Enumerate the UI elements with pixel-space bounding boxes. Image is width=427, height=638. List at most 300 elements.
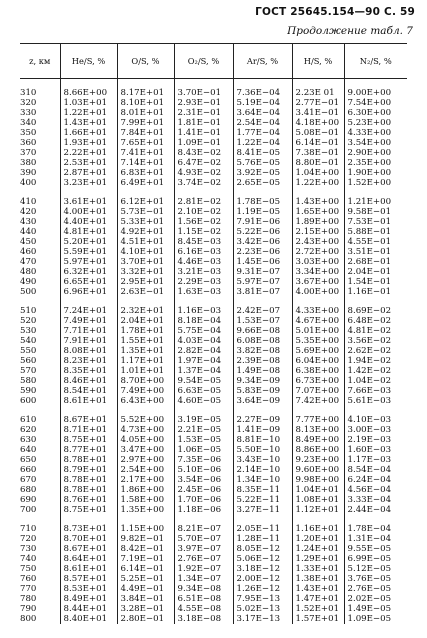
cell-n2: 2.04E−01 (344, 267, 407, 277)
col-header-o: O/S, % (117, 44, 174, 79)
table-row (20, 316, 407, 326)
cell-he: 8.76E+01 (60, 495, 117, 505)
cell-o2: 3.97E−07 (174, 544, 233, 554)
cell-he: 6.32E+01 (60, 267, 117, 277)
cell-h: 3.34E+00 (292, 267, 344, 277)
cell-he: 8.49E+01 (60, 594, 117, 604)
cell-o2: 6.16E−03 (174, 247, 233, 257)
cell-h: 4.33E+00 (292, 306, 344, 316)
cell-o2: 8.21E−07 (174, 524, 233, 534)
cell-o: 2.32E+01 (117, 306, 174, 316)
cell-altitude: 690 (20, 495, 37, 505)
cell-h: 1.33E+01 (292, 564, 344, 574)
cell-o2: 2.21E−05 (174, 425, 233, 435)
table-row (20, 267, 407, 277)
spacer-cell (292, 515, 344, 524)
cell-n2: 1.49E−05 (344, 604, 407, 614)
cell-o: 3.28E−01 (117, 604, 174, 614)
cell-o2: 3.18E−08 (174, 614, 233, 624)
table-row (20, 465, 407, 475)
cell-o2: 3.19E−05 (174, 415, 233, 425)
spacer-cell (60, 297, 117, 306)
cell-n2: 9.58E−01 (344, 207, 407, 217)
cell-ar: 1.28E−11 (233, 534, 292, 544)
group-spacer (20, 406, 407, 415)
cell-ar: 2.42E−07 (233, 306, 292, 316)
cell-o: 4.51E+01 (117, 237, 174, 247)
cell-he: 8.78E+01 (60, 455, 117, 465)
table-row (20, 336, 407, 346)
table-row (20, 524, 407, 534)
cell-h: 1.04E+01 (292, 485, 344, 495)
cell-ar: 5.97E−07 (233, 277, 292, 287)
cell-ar: 1.34E−10 (233, 475, 292, 485)
cell-o: 2.04E+01 (117, 316, 174, 326)
cell-he: 5.20E+01 (60, 237, 117, 247)
cell-o2: 3.74E−02 (174, 178, 233, 188)
spacer-cell (174, 188, 233, 197)
cell-n2: 5.23E+00 (344, 118, 407, 128)
cell-altitude: 420 (20, 207, 37, 217)
table-row (20, 376, 407, 386)
spacer-cell (117, 406, 174, 415)
cell-n2: 4.55E−01 (344, 237, 407, 247)
cell-altitude: 770 (20, 584, 37, 594)
cell-n2: 6.24E−04 (344, 475, 407, 485)
table-row (20, 485, 407, 495)
cell-o2: 8.43E−02 (174, 148, 233, 158)
cell-h: 1.43E+01 (292, 584, 344, 594)
cell-he: 8.53E+01 (60, 584, 117, 594)
cell-altitude: 440 (20, 227, 37, 237)
cell-n2: 3.33E−04 (344, 495, 407, 505)
cell-n2: 5.88E−01 (344, 227, 407, 237)
cell-he: 7.49E+01 (60, 316, 117, 326)
cell-altitude: 650 (20, 455, 37, 465)
cell-o2: 8.18E−04 (174, 316, 233, 326)
cell-altitude: 640 (20, 445, 37, 455)
cell-altitude: 710 (20, 524, 37, 534)
cell-he: 1.66E+01 (60, 128, 117, 138)
cell-o2: 2.10E−02 (174, 207, 233, 217)
cell-n2: 1.21E+00 (344, 197, 407, 207)
cell-h: 1.52E+01 (292, 604, 344, 614)
cell-o: 1.78E+01 (117, 326, 174, 336)
cell-altitude: 550 (20, 346, 37, 356)
cell-altitude: 350 (20, 128, 37, 138)
cell-o2: 4.46E−03 (174, 257, 233, 267)
cell-altitude: 740 (20, 554, 37, 564)
cell-n2: 9.55E−05 (344, 544, 407, 554)
cell-altitude: 370 (20, 148, 37, 158)
cell-h: 1.47E+01 (292, 594, 344, 604)
spacer-cell (292, 79, 344, 89)
spacer-cell (60, 406, 117, 415)
cell-ar: 5.06E−12 (233, 554, 292, 564)
cell-altitude: 600 (20, 396, 37, 406)
table-row (20, 386, 407, 396)
cell-altitude: 450 (20, 237, 37, 247)
cell-he: 6.96E+01 (60, 287, 117, 297)
cell-o2: 2.45E−06 (174, 485, 233, 495)
cell-o: 7.84E+01 (117, 128, 174, 138)
cell-ar: 5.22E−06 (233, 227, 292, 237)
cell-he: 8.70E+01 (60, 534, 117, 544)
cell-he: 8.61E+01 (60, 564, 117, 574)
cell-o2: 1.15E−02 (174, 227, 233, 237)
cell-o2: 1.09E−01 (174, 138, 233, 148)
cell-h: 9.98E+00 (292, 475, 344, 485)
cell-o: 8.70E+00 (117, 376, 174, 386)
table-row (20, 217, 407, 227)
cell-ar: 3.42E−06 (233, 237, 292, 247)
table-row (20, 594, 407, 604)
cell-altitude: 790 (20, 604, 37, 614)
cell-o2: 6.51E−08 (174, 594, 233, 604)
cell-o: 3.70E+01 (117, 257, 174, 267)
cell-n2: 1.04E−02 (344, 376, 407, 386)
cell-altitude: 570 (20, 366, 37, 376)
cell-n2: 7.54E+00 (344, 98, 407, 108)
table-row (20, 98, 407, 108)
cell-o2: 2.82E−04 (174, 346, 233, 356)
cell-he: 1.43E+01 (60, 118, 117, 128)
cell-o2: 1.56E−02 (174, 217, 233, 227)
cell-o: 9.82E−01 (117, 534, 174, 544)
cell-he: 8.57E+01 (60, 574, 117, 584)
cell-o: 1.35E+01 (117, 346, 174, 356)
cell-o2: 1.53E−05 (174, 435, 233, 445)
cell-altitude: 430 (20, 217, 37, 227)
col-header-h: H/S, % (292, 44, 344, 79)
cell-he: 6.65E+01 (60, 277, 117, 287)
cell-o: 4.73E+00 (117, 425, 174, 435)
cell-altitude: 500 (20, 287, 37, 297)
cell-o: 6.43E+00 (117, 396, 174, 406)
cell-h: 2.15E+00 (292, 227, 344, 237)
cell-h: 3.03E+00 (292, 257, 344, 267)
cell-o: 1.35E+00 (117, 505, 174, 515)
cell-o: 1.01E+01 (117, 366, 174, 376)
cell-h: 1.20E+01 (292, 534, 344, 544)
cell-o: 5.52E+00 (117, 415, 174, 425)
table-row (20, 445, 407, 455)
cell-n2: 6.48E−02 (344, 316, 407, 326)
spacer-cell (344, 79, 407, 89)
cell-ar: 3.82E−08 (233, 346, 292, 356)
cell-h: 2.23E 01 (292, 88, 344, 98)
cell-o: 2.63E−01 (117, 287, 174, 297)
cell-n2: 8.54E−04 (344, 465, 407, 475)
cell-h: 1.16E+01 (292, 524, 344, 534)
cell-ar: 7.91E−06 (233, 217, 292, 227)
cell-n2: 1.17E−03 (344, 455, 407, 465)
cell-n2: 4.56E−04 (344, 485, 407, 495)
cell-he: 8.61E+01 (60, 396, 117, 406)
spacer-cell (60, 188, 117, 197)
cell-h: 1.57E+01 (292, 614, 344, 624)
cell-altitude: 580 (20, 376, 37, 386)
cell-h: 6.14E−01 (292, 138, 344, 148)
cell-h: 4.67E+00 (292, 316, 344, 326)
cell-ar: 3.17E−13 (233, 614, 292, 624)
cell-h: 1.08E+01 (292, 495, 344, 505)
cell-he: 8.23E+01 (60, 356, 117, 366)
cell-o: 1.15E+00 (117, 524, 174, 534)
cell-h: 9.60E+00 (292, 465, 344, 475)
table-row (20, 128, 407, 138)
cell-h: 4.00E+00 (292, 287, 344, 297)
cell-o2: 1.92E−07 (174, 564, 233, 574)
table-row (20, 237, 407, 247)
cell-he: 8.66E+00 (60, 88, 117, 98)
table-row (20, 564, 407, 574)
cell-altitude: 390 (20, 168, 37, 178)
cell-n2: 3.51E−01 (344, 247, 407, 257)
table-row (20, 168, 407, 178)
table-header-row (20, 44, 407, 79)
cell-he: 8.73E+01 (60, 524, 117, 534)
cell-h: 1.89E+00 (292, 217, 344, 227)
cell-he: 2.87E+01 (60, 168, 117, 178)
cell-ar: 6.08E−08 (233, 336, 292, 346)
cell-n2: 1.60E−03 (344, 445, 407, 455)
cell-o2: 5.75E−04 (174, 326, 233, 336)
spacer-cell (20, 79, 60, 89)
cell-ar: 2.65E−05 (233, 178, 292, 188)
cell-h: 3.41E−01 (292, 108, 344, 118)
table-row (20, 475, 407, 485)
cell-ar: 8.35E−11 (233, 485, 292, 495)
cell-o: 2.97E+00 (117, 455, 174, 465)
cell-he: 8.78E+01 (60, 475, 117, 485)
cell-altitude: 560 (20, 356, 37, 366)
spacer-cell (233, 188, 292, 197)
cell-h: 2.77E−01 (292, 98, 344, 108)
spacer-cell (20, 515, 60, 524)
table-row (20, 207, 407, 217)
cell-ar: 2.00E−12 (233, 574, 292, 584)
cell-ar: 5.19E−04 (233, 98, 292, 108)
cell-o: 2.17E+00 (117, 475, 174, 485)
table-row (20, 108, 407, 118)
cell-he: 8.79E+01 (60, 465, 117, 475)
cell-h: 1.22E+00 (292, 178, 344, 188)
cell-altitude: 760 (20, 574, 37, 584)
table-row (20, 554, 407, 564)
cell-h: 6.38E+00 (292, 366, 344, 376)
cell-n2: 1.09E−05 (344, 614, 407, 624)
cell-ar: 1.53E−07 (233, 316, 292, 326)
cell-o2: 4.60E−05 (174, 396, 233, 406)
cell-o2: 7.35E−06 (174, 455, 233, 465)
cell-ar: 1.41E−09 (233, 425, 292, 435)
cell-o2: 2.31E−01 (174, 108, 233, 118)
table-row (20, 118, 407, 128)
table-row (20, 425, 407, 435)
table-row (20, 574, 407, 584)
cell-o: 4.92E+01 (117, 227, 174, 237)
cell-altitude: 670 (20, 475, 37, 485)
cell-he: 4.81E+01 (60, 227, 117, 237)
cell-o: 6.83E+01 (117, 168, 174, 178)
cell-altitude: 720 (20, 534, 37, 544)
cell-ar: 2.39E−08 (233, 356, 292, 366)
cell-altitude: 510 (20, 306, 37, 316)
col-header-ar: Ar/S, % (233, 44, 292, 79)
col-header-n2: N₂/S, % (344, 44, 407, 79)
cell-o2: 3.54E−06 (174, 475, 233, 485)
cell-ar: 1.19E−05 (233, 207, 292, 217)
cell-he: 1.03E+01 (60, 98, 117, 108)
table-row (20, 544, 407, 554)
cell-o: 8.17E+01 (117, 88, 174, 98)
cell-altitude: 800 (20, 614, 37, 624)
cell-ar: 1.45E−06 (233, 257, 292, 267)
cell-ar: 5.22E−11 (233, 495, 292, 505)
cell-h: 1.04E+00 (292, 168, 344, 178)
cell-altitude: 320 (20, 98, 37, 108)
cell-o2: 3.21E−03 (174, 267, 233, 277)
cell-ar: 2.27E−09 (233, 415, 292, 425)
cell-o: 1.58E+00 (117, 495, 174, 505)
cell-he: 8.54E+01 (60, 386, 117, 396)
cell-o: 2.80E−01 (117, 614, 174, 624)
cell-n2: 2.19E−03 (344, 435, 407, 445)
cell-h: 8.13E+00 (292, 425, 344, 435)
cell-altitude: 400 (20, 178, 37, 188)
spacer-cell (174, 406, 233, 415)
cell-he: 3.61E+01 (60, 197, 117, 207)
cell-h: 5.69E+00 (292, 346, 344, 356)
cell-n2: 2.62E−02 (344, 346, 407, 356)
cell-n2: 9.00E+00 (344, 88, 407, 98)
group-spacer (20, 297, 407, 306)
cell-ar: 1.78E−05 (233, 197, 292, 207)
cell-altitude: 780 (20, 594, 37, 604)
cell-o2: 1.97E−04 (174, 356, 233, 366)
cell-ar: 1.22E−04 (233, 138, 292, 148)
cell-n2: 3.56E−02 (344, 336, 407, 346)
cell-he: 2.22E+01 (60, 148, 117, 158)
cell-h: 1.43E+00 (292, 197, 344, 207)
cell-o: 2.95E+01 (117, 277, 174, 287)
cell-ar: 8.81E−10 (233, 435, 292, 445)
cell-o: 3.84E−01 (117, 594, 174, 604)
cell-he: 1.22E+01 (60, 108, 117, 118)
cell-he: 3.23E+01 (60, 178, 117, 188)
cell-he: 8.44E+01 (60, 604, 117, 614)
cell-ar: 1.26E−12 (233, 584, 292, 594)
cell-ar: 5.02E−13 (233, 604, 292, 614)
cell-he: 2.53E+01 (60, 158, 117, 168)
cell-he: 7.91E+01 (60, 336, 117, 346)
table-row (20, 435, 407, 445)
group-spacer (20, 188, 407, 197)
cell-altitude: 620 (20, 425, 37, 435)
table-row (20, 356, 407, 366)
cell-o2: 1.06E−05 (174, 445, 233, 455)
cell-he: 4.00E+01 (60, 207, 117, 217)
cell-he: 8.46E+01 (60, 376, 117, 386)
cell-n2: 5.12E−05 (344, 564, 407, 574)
cell-o: 3.47E+00 (117, 445, 174, 455)
cell-n2: 7.53E−01 (344, 217, 407, 227)
cell-ar: 2.05E−11 (233, 524, 292, 534)
cell-altitude: 700 (20, 505, 37, 515)
cell-altitude: 610 (20, 415, 37, 425)
table-row (20, 495, 407, 505)
cell-altitude: 630 (20, 435, 37, 445)
cell-ar: 8.41E−05 (233, 148, 292, 158)
cell-n2: 3.54E+00 (344, 138, 407, 148)
table-row (20, 415, 407, 425)
cell-o: 6.14E−01 (117, 564, 174, 574)
cell-ar: 3.64E−09 (233, 396, 292, 406)
cell-o: 3.32E+01 (117, 267, 174, 277)
cell-n2: 1.94E−02 (344, 356, 407, 366)
spacer-cell (117, 188, 174, 197)
cell-h: 1.38E+01 (292, 574, 344, 584)
cell-h: 1.65E+00 (292, 207, 344, 217)
cell-o2: 2.81E−02 (174, 197, 233, 207)
cell-he: 1.93E+01 (60, 138, 117, 148)
spacer-cell (233, 515, 292, 524)
cell-ar: 5.83E−09 (233, 386, 292, 396)
cell-o2: 1.41E−01 (174, 128, 233, 138)
table-row (20, 287, 407, 297)
cell-he: 8.71E+01 (60, 425, 117, 435)
spacer-cell (117, 515, 174, 524)
cell-he: 5.97E+01 (60, 257, 117, 267)
cell-he: 8.35E+01 (60, 366, 117, 376)
cell-he: 8.67E+01 (60, 415, 117, 425)
cell-o2: 6.47E−02 (174, 158, 233, 168)
cell-ar: 2.54E−04 (233, 118, 292, 128)
group-spacer (20, 79, 407, 89)
cell-ar: 3.43E−10 (233, 455, 292, 465)
spacer-cell (20, 188, 60, 197)
cell-n2: 6.99E−05 (344, 554, 407, 564)
spacer-cell (292, 297, 344, 306)
table-row (20, 227, 407, 237)
cell-ar: 5.76E−05 (233, 158, 292, 168)
cell-o2: 6.63E−05 (174, 386, 233, 396)
cell-o: 7.99E+01 (117, 118, 174, 128)
col-header-o2: O₂/S, % (174, 44, 233, 79)
cell-ar: 9.31E−07 (233, 267, 292, 277)
cell-n2: 3.00E−03 (344, 425, 407, 435)
cell-he: 8.75E+01 (60, 505, 117, 515)
spacer-cell (20, 406, 60, 415)
spacer-cell (233, 406, 292, 415)
data-table (20, 43, 407, 624)
cell-altitude: 480 (20, 267, 37, 277)
cell-h: 4.18E+00 (292, 118, 344, 128)
spacer-cell (174, 79, 233, 89)
table-row (20, 534, 407, 544)
spacer-cell (174, 297, 233, 306)
cell-he: 7.71E+01 (60, 326, 117, 336)
cell-ar: 3.18E−12 (233, 564, 292, 574)
table-row (20, 455, 407, 465)
cell-n2: 2.90E+00 (344, 148, 407, 158)
cell-o: 5.25E−01 (117, 574, 174, 584)
cell-o: 1.55E+01 (117, 336, 174, 346)
cell-altitude: 340 (20, 118, 37, 128)
cell-o2: 4.93E−02 (174, 168, 233, 178)
cell-he: 8.67E+01 (60, 544, 117, 554)
